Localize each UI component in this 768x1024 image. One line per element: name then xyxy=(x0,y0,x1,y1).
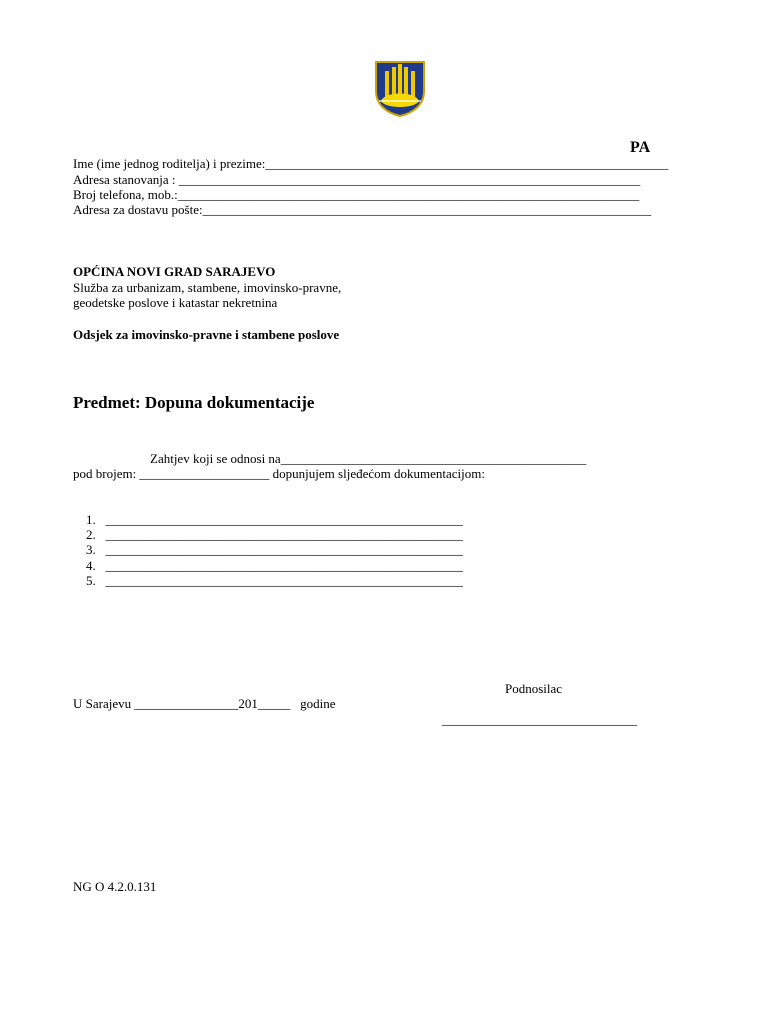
submitter-label: Podnosilac xyxy=(505,681,563,696)
list-number: 5. xyxy=(86,573,96,588)
field-blank[interactable]: _______________________________________________________________________ xyxy=(178,172,641,187)
coat-of-arms-icon xyxy=(375,61,425,117)
request-blank[interactable]: _______________________________________________ xyxy=(280,451,587,466)
applicant-field-mail-address xyxy=(73,202,651,217)
list-number: 3. xyxy=(86,542,96,557)
list-item xyxy=(86,542,463,557)
field-blank[interactable]: _______________________________________________________________________ xyxy=(177,187,640,202)
list-number: 1. xyxy=(86,512,96,527)
field-blank[interactable]: _____________________________________________________________________ xyxy=(202,202,652,217)
subject-heading: Predmet: Dopuna dokumentacije xyxy=(73,393,315,412)
body-line-2: pod brojem: ____________________ dopunjujem sljeđećom dokumentacijom: xyxy=(73,466,485,481)
applicant-field-address xyxy=(73,172,640,187)
applicant-field-phone xyxy=(73,187,639,202)
list-blank[interactable]: _______________________________________________________ xyxy=(105,527,463,542)
list-blank[interactable]: _______________________________________________________ xyxy=(105,573,463,588)
recipient-department: Odsjek za imovinsko-pravne i stambene poslove xyxy=(73,327,340,342)
body-text: Zahtjev koji se odnosi na xyxy=(150,451,281,466)
field-label: Adresa stanovanja : xyxy=(73,172,179,187)
body-line-1 xyxy=(150,451,586,466)
field-label: Ime (ime jednog roditelja) i prezime: xyxy=(73,156,266,171)
form-code: PA xyxy=(630,139,651,156)
applicant-field-name xyxy=(73,156,668,171)
list-item xyxy=(86,558,463,573)
list-item xyxy=(86,512,463,527)
list-number: 4. xyxy=(86,558,96,573)
list-blank[interactable]: _______________________________________________________ xyxy=(105,558,463,573)
list-number: 2. xyxy=(86,527,96,542)
document-code: NG O 4.2.0.131 xyxy=(73,879,157,894)
list-blank[interactable]: _______________________________________________________ xyxy=(105,512,463,527)
signature-blank[interactable]: ______________________________ xyxy=(442,712,637,727)
field-label: Broj telefona, mob.: xyxy=(73,187,178,202)
list-blank[interactable]: _______________________________________________________ xyxy=(105,542,463,557)
recipient-line-1: Služba za urbanizam, stambene, imovinsko-pravne, xyxy=(73,280,342,295)
recipient-line-2: geodetske poslove i katastar nekretnina xyxy=(73,295,278,310)
field-blank[interactable]: ______________________________________________________________ xyxy=(265,156,669,171)
place-date-line[interactable]: U Sarajevu ________________201_____ godine xyxy=(73,696,336,711)
recipient-title: OPĆINA NOVI GRAD SARAJEVO xyxy=(73,264,276,279)
list-item xyxy=(86,527,463,542)
list-item xyxy=(86,573,463,588)
field-label: Adresa za dostavu pošte: xyxy=(73,202,203,217)
